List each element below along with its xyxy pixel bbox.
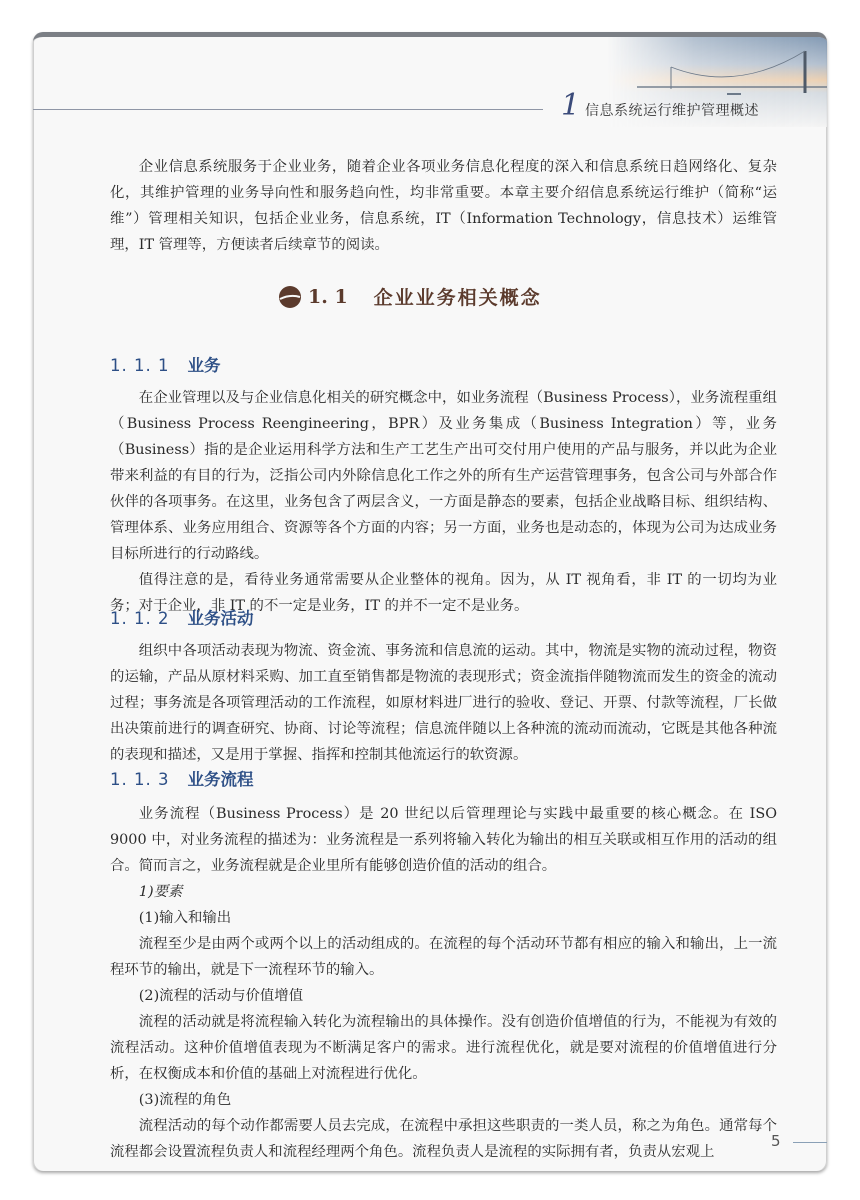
subsection-heading-1-1-1 <box>110 352 220 376</box>
list-item-text: 流程活动的每个动作都需要人员去完成，在流程中承担这些职责的一类人员，称之为角色。通常每个流程都会设置流程负责人和流程经理两个角色。流程负责人是流程的实际拥有者，负责从宏观上 <box>110 1118 777 1160</box>
paragraph: 组织中各项活动表现为物流、资金流、事务流和信息流的运动。其中，物流是实物的流动过程，物资的运输，产品从原材料采购、加工直至销售都是物流的表现形式；资金流指伴随物流而发生的资金的流动过程；事务流是各项管理活动的工作流程，如原材料进厂进行的验收、登记、开票、付款等流程，厂长做出决策前进行的调查研究、协商、讨论等流程；信息流伴随以上各种流的流动而流动，它既是其他各种流的表现和描述，又是用于掌握、指挥和控制其他流运行的软资源。 <box>110 643 777 763</box>
paragraph: 在企业管理以及与企业信息化相关的研究概念中，如业务流程（Business Process），业务流程重组（Business Process Reengineering，BPR）及业务集成（Business Integration）等，业务（Business）指的是企业运用科学方法和生产工艺生产出可交付用户使用的产品与服务，并以此为企业带来利益的有目的行为，泛指公司内外除信息化工作之外的所有生产运营管理事务，包含公司与外部合作伙伴的各项事务。在这里，业务包含了两层含义，一方面是静态的要素，包括企业战略目标、组织结构、管理体系、业务应用组合、资源等各个方面的内容；另一方面，业务也是动态的，体现为公司为达成业务目标所进行的行动路线。 <box>110 390 777 562</box>
subsection-heading-1-1-2 <box>110 605 253 629</box>
subsection-number: 1. 1. 3 <box>110 770 170 789</box>
subsection-heading-1-1-3 <box>110 766 253 790</box>
book-page <box>33 32 827 1171</box>
list-heading: 1)要素 <box>138 884 183 900</box>
chapter-title: 信息系统运行维护管理概述 <box>585 103 759 119</box>
page-number: 5 <box>771 1132 781 1150</box>
subsection-number: 1. 1. 1 <box>110 356 170 375</box>
list-item-label: (1)输入和输出 <box>138 910 232 926</box>
list-item-text: 流程的活动就是将流程输入转化为流程输出的具体操作。没有创造价值增值的行为，不能视为有效的流程活动。这种价值增值表现为不断满足客户的需求。进行流程优化，就是要对流程的价值增值进行分析，在权衡成本和价值的基础上对流程进行优化。 <box>110 1014 777 1082</box>
section-bullet-icon <box>278 285 302 309</box>
list-item-text: 流程至少是由两个或两个以上的活动组成的。在流程的每个活动环节都有相应的输入和输出，上一流程环节的输出，就是下一流程环节的输入。 <box>110 936 777 978</box>
subsection-title: 业务流程 <box>187 770 254 789</box>
section-heading <box>278 283 542 310</box>
list-item-label: (2)流程的活动与价值增值 <box>138 988 304 1004</box>
paragraph: 业务流程（Business Process）是 20 世纪以后管理理论与实践中最重要的核心概念。在 ISO 9000 中，对业务流程的描述为：业务流程是一系列将输入转化为输出的相互关联或相互作用的活动的组合。简而言之，业务流程就是企业里所有能够创造价值的活动的组合。 <box>110 806 777 874</box>
subsection-title: 业务活动 <box>187 609 254 628</box>
section-title: 企业业务相关概念 <box>373 287 542 309</box>
footer-rule <box>793 1142 827 1143</box>
subsection-number: 1. 1. 2 <box>110 609 170 628</box>
paragraph: 值得注意的是，看待业务通常需要从企业整体的视角。因为，从 IT 视角看，非 IT 的一切均为业务；对于企业，非 IT 的不一定是业务，IT 的并不一定不是业务。 <box>110 572 777 614</box>
chapter-number: 1 <box>561 88 581 123</box>
intro-paragraph: 企业信息系统服务于企业业务，随着企业各项业务信息化程度的深入和信息系统日趋网络化、复杂化，其维护管理的业务导向性和服务趋向性，均非常重要。本章主要介绍信息系统运行维护（简称“运维”）管理相关知识，包括企业业务，信息系统，IT（Information Technology，信息技术）运维管理，IT 管理等，方便读者后续章节的阅读。 <box>110 159 777 253</box>
section-number: 1. 1 <box>308 285 348 308</box>
subsection-title: 业务 <box>187 356 221 375</box>
list-item-label: (3)流程的角色 <box>138 1092 232 1108</box>
header-rule <box>33 109 543 110</box>
